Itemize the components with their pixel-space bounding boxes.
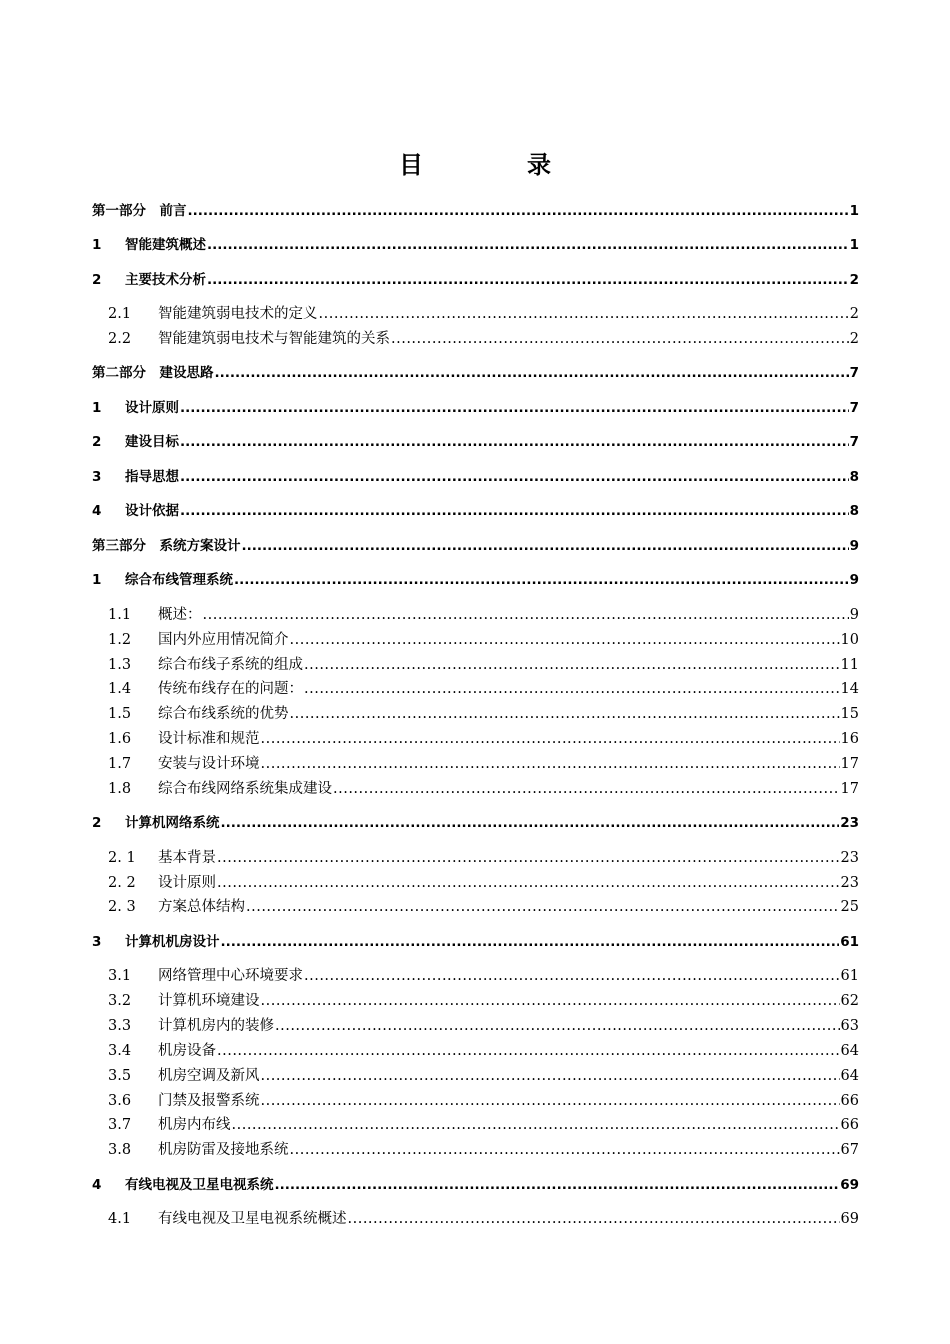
dot-leader xyxy=(207,270,849,290)
toc-page-number: 25 xyxy=(840,899,859,915)
dot-leader xyxy=(290,630,840,650)
toc-entry-number: 4 xyxy=(92,503,102,519)
toc-entry-number: 1.2 xyxy=(108,632,132,648)
toc-entry-label: 网络管理中心环境要求 xyxy=(158,968,303,984)
toc-entry-label: 计算机网络系统 xyxy=(125,815,220,831)
toc-page-number: 69 xyxy=(840,1177,859,1193)
toc-section-entry[interactable] xyxy=(92,630,859,650)
dot-leader xyxy=(261,991,840,1011)
toc-entry-number: 3.3 xyxy=(108,1018,132,1034)
toc-entry-number: 1.5 xyxy=(108,706,132,722)
toc-entry-number: 4 xyxy=(92,1177,102,1193)
toc-entry-number: 3.1 xyxy=(108,968,132,984)
dot-leader xyxy=(215,363,849,383)
toc-page-number: 2 xyxy=(849,272,859,288)
toc-entry-label: 机房空调及新风 xyxy=(158,1068,260,1084)
toc-page-number: 67 xyxy=(840,1142,859,1158)
dot-leader xyxy=(319,304,849,324)
toc-page-number: 10 xyxy=(840,632,859,648)
toc-entry-label: 主要技术分析 xyxy=(125,272,206,288)
toc-entry-number: 2 xyxy=(92,815,102,831)
toc-page-number: 14 xyxy=(840,681,859,697)
dot-leader xyxy=(221,813,840,833)
toc-entry-number: 2. 3 xyxy=(108,899,136,915)
dot-leader xyxy=(348,1209,840,1229)
toc-entry-label: 智能建筑弱电技术与智能建筑的关系 xyxy=(158,331,390,347)
toc-chapter-entry[interactable] xyxy=(92,501,859,521)
dot-leader xyxy=(207,235,849,255)
toc-section-entry[interactable] xyxy=(92,704,859,724)
dot-leader xyxy=(180,432,849,452)
toc-entry-number: 3.5 xyxy=(108,1068,132,1084)
dot-leader xyxy=(232,1115,840,1135)
toc-entry-label: 智能建筑弱电技术的定义 xyxy=(158,306,318,322)
toc-page-number: 61 xyxy=(840,968,859,984)
toc-entry-number: 1.7 xyxy=(108,756,132,772)
toc-page-number: 23 xyxy=(840,815,859,831)
toc-section-entry[interactable] xyxy=(92,897,859,917)
toc-page-number: 16 xyxy=(840,731,859,747)
dot-leader xyxy=(290,1140,840,1160)
toc-entry-label: 综合布线系统的优势 xyxy=(158,706,289,722)
toc-entry-number: 1 xyxy=(92,572,102,588)
toc-page-number: 23 xyxy=(840,875,859,891)
toc-chapter-entry[interactable] xyxy=(92,570,859,590)
dot-leader xyxy=(304,655,840,675)
toc-entry-label: 传统布线存在的问题： xyxy=(158,681,303,697)
toc-page-number: 66 xyxy=(840,1093,859,1109)
toc-section-entry[interactable] xyxy=(92,991,859,1011)
dot-leader xyxy=(304,679,840,699)
dot-leader xyxy=(203,605,849,625)
toc-page-number: 64 xyxy=(840,1043,859,1059)
toc-section-entry[interactable] xyxy=(92,754,859,774)
dot-leader xyxy=(234,570,849,590)
toc-entry-label: 计算机机房设计 xyxy=(125,934,220,950)
toc-entry-label: 机房设备 xyxy=(158,1043,216,1059)
toc-entry-number: 3.4 xyxy=(108,1043,132,1059)
toc-entry-label: 机房内布线 xyxy=(158,1117,231,1133)
toc-page-number: 2 xyxy=(849,306,859,322)
toc-entry-label: 第三部分 系统方案设计 xyxy=(92,538,241,554)
dot-leader xyxy=(180,398,849,418)
dot-leader xyxy=(261,1091,840,1111)
toc-page-number: 11 xyxy=(840,657,859,673)
toc-section-entry[interactable] xyxy=(92,848,859,868)
toc-entry-label: 设计标准和规范 xyxy=(158,731,260,747)
toc-page-number: 17 xyxy=(840,781,859,797)
toc-entry-number: 1 xyxy=(92,400,102,416)
toc-page-number: 2 xyxy=(849,331,859,347)
dot-leader xyxy=(261,1066,840,1086)
dot-leader xyxy=(391,329,849,349)
toc-section-entry[interactable] xyxy=(92,1209,859,1229)
dot-leader xyxy=(217,873,840,893)
toc-chapter-entry[interactable] xyxy=(92,1175,859,1195)
toc-chapter-entry[interactable] xyxy=(92,467,859,487)
dot-leader xyxy=(180,501,849,521)
toc-section-entry[interactable] xyxy=(92,1041,859,1061)
toc-chapter-entry[interactable] xyxy=(92,932,859,952)
toc-section-entry[interactable] xyxy=(92,329,859,349)
toc-entry-number: 1.3 xyxy=(108,657,132,673)
dot-leader xyxy=(221,932,840,952)
toc-section-entry[interactable] xyxy=(92,1140,859,1160)
toc-entry-label: 设计原则 xyxy=(158,875,216,891)
toc-section-entry[interactable] xyxy=(92,966,859,986)
toc-section-entry[interactable] xyxy=(92,1066,859,1086)
toc-part-entry[interactable] xyxy=(92,536,859,556)
dot-leader xyxy=(188,201,849,221)
toc-entry-label: 基本背景 xyxy=(158,850,216,866)
toc-section-entry[interactable] xyxy=(92,1115,859,1135)
toc-entry-label: 建设目标 xyxy=(125,434,179,450)
dot-leader xyxy=(246,897,840,917)
toc-entry-number: 2.2 xyxy=(108,331,132,347)
toc-title: 目 录 xyxy=(399,151,591,179)
toc-page-number: 7 xyxy=(849,365,859,381)
toc-entry-number: 3.2 xyxy=(108,993,132,1009)
toc-section-entry[interactable] xyxy=(92,655,859,675)
toc-entry-label: 设计原则 xyxy=(125,400,179,416)
toc-entry-label: 国内外应用情况简介 xyxy=(158,632,289,648)
toc-chapter-entry[interactable] xyxy=(92,432,859,452)
dot-leader xyxy=(217,848,840,868)
toc-page-number: 1 xyxy=(849,203,859,219)
toc-entry-number: 1.4 xyxy=(108,681,132,697)
dot-leader xyxy=(333,779,840,799)
toc-entry-label: 指导思想 xyxy=(125,469,179,485)
toc-entry-number: 1.1 xyxy=(108,607,132,623)
toc-entry-number: 3.6 xyxy=(108,1093,132,1109)
toc-entry-label: 计算机环境建设 xyxy=(158,993,260,1009)
dot-leader xyxy=(275,1175,840,1195)
toc-entry-label: 有线电视及卫星电视系统概述 xyxy=(158,1211,347,1227)
toc-page-number: 23 xyxy=(840,850,859,866)
toc-entry-number: 4.1 xyxy=(108,1211,132,1227)
toc-entry-label: 门禁及报警系统 xyxy=(158,1093,260,1109)
toc-entry-label: 设计依据 xyxy=(125,503,179,519)
toc-entry-label: 智能建筑概述 xyxy=(125,237,206,253)
toc-section-entry[interactable] xyxy=(92,873,859,893)
toc-entry-label: 综合布线网络系统集成建设 xyxy=(158,781,332,797)
toc-entry-number: 2. 2 xyxy=(108,875,136,891)
toc-page-number: 9 xyxy=(849,538,859,554)
toc-page-number: 61 xyxy=(840,934,859,950)
toc-page-number: 62 xyxy=(840,993,859,1009)
toc-page-number: 8 xyxy=(849,503,859,519)
toc-chapter-entry[interactable] xyxy=(92,813,859,833)
dot-leader xyxy=(275,1016,840,1036)
toc-section-entry[interactable] xyxy=(92,1091,859,1111)
toc-page-number: 7 xyxy=(849,400,859,416)
toc-entry-number: 3 xyxy=(92,934,102,950)
dot-leader xyxy=(261,754,840,774)
toc-section-entry[interactable] xyxy=(92,779,859,799)
toc-entry-number: 2.1 xyxy=(108,306,132,322)
toc-section-entry[interactable] xyxy=(92,679,859,699)
toc-entry-number: 3 xyxy=(92,469,102,485)
toc-entry-number: 1.6 xyxy=(108,731,132,747)
toc-part-entry[interactable] xyxy=(92,363,859,383)
toc-section-entry[interactable] xyxy=(92,729,859,749)
toc-page-number: 66 xyxy=(840,1117,859,1133)
toc-entry-number: 2 xyxy=(92,434,102,450)
toc-entry-label: 机房防雷及接地系统 xyxy=(158,1142,289,1158)
toc-page-number: 8 xyxy=(849,469,859,485)
toc-entry-label: 方案总体结构 xyxy=(158,899,245,915)
toc-page-number: 9 xyxy=(849,607,859,623)
toc-page-number: 15 xyxy=(840,706,859,722)
toc-part-entry[interactable] xyxy=(92,201,859,221)
toc-entry-number: 2 xyxy=(92,272,102,288)
dot-leader xyxy=(304,966,840,986)
toc-entry-number: 1.8 xyxy=(108,781,132,797)
toc-entry-label: 安装与设计环境 xyxy=(158,756,260,772)
dot-leader xyxy=(217,1041,840,1061)
toc-chapter-entry[interactable] xyxy=(92,235,859,255)
toc-page-number: 69 xyxy=(840,1211,859,1227)
toc-entry-label: 概述： xyxy=(158,607,202,623)
toc-page-number: 1 xyxy=(849,237,859,253)
toc-entry-number: 1 xyxy=(92,237,102,253)
toc-section-entry[interactable] xyxy=(92,605,859,625)
dot-leader xyxy=(242,536,849,556)
toc-page-number: 7 xyxy=(849,434,859,450)
toc-entry-label: 计算机房内的装修 xyxy=(158,1018,274,1034)
dot-leader xyxy=(290,704,840,724)
toc-entry-label: 第二部分 建设思路 xyxy=(92,365,214,381)
toc-entry-label: 综合布线管理系统 xyxy=(125,572,233,588)
toc-entry-label: 第一部分 前言 xyxy=(92,203,187,219)
toc-chapter-entry[interactable] xyxy=(92,398,859,418)
toc-page-number: 9 xyxy=(849,572,859,588)
toc-entry-number: 3.7 xyxy=(108,1117,132,1133)
toc-page-number: 17 xyxy=(840,756,859,772)
toc-entry-number: 2. 1 xyxy=(108,850,136,866)
toc-entry-label: 有线电视及卫星电视系统 xyxy=(125,1177,274,1193)
dot-leader xyxy=(180,467,849,487)
toc-chapter-entry[interactable] xyxy=(92,270,859,290)
toc-section-entry[interactable] xyxy=(92,304,859,324)
dot-leader xyxy=(261,729,840,749)
toc-entry-label: 综合布线子系统的组成 xyxy=(158,657,303,673)
toc-page-number: 63 xyxy=(840,1018,859,1034)
toc-section-entry[interactable] xyxy=(92,1016,859,1036)
toc-entry-number: 3.8 xyxy=(108,1142,132,1158)
toc-page-number: 64 xyxy=(840,1068,859,1084)
